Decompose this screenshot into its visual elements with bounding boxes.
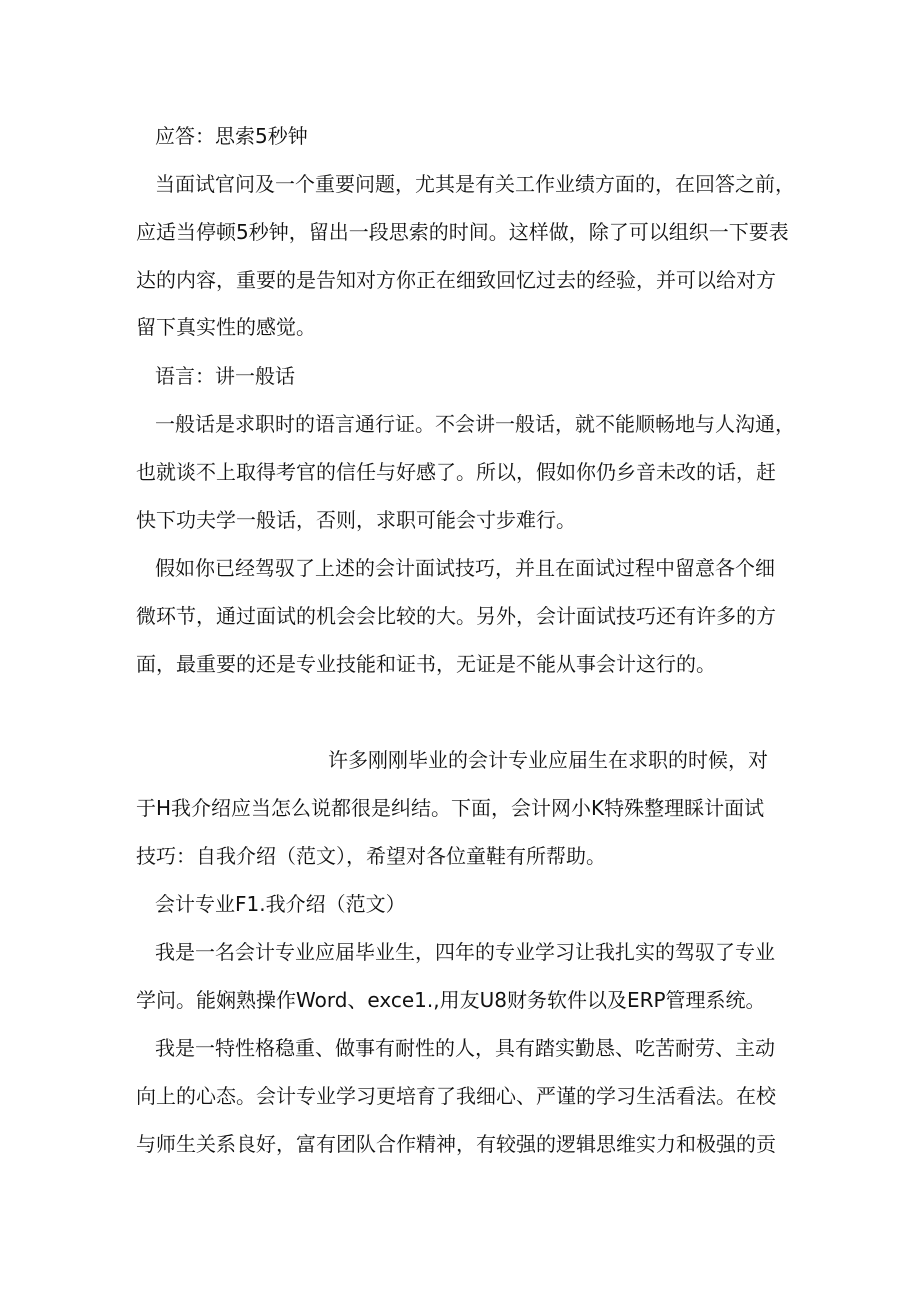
paragraph-line: 向上的心态。会计专业学习更培育了我细心、严谨的学习生活看法。在校 [136, 1084, 776, 1108]
paragraph-line: 于H我介绍应当怎么说都很是纠结。下面，会计网小K特殊整理睬计面试 [136, 796, 765, 820]
paragraph-line: 应适当停顿5秒钟，留出一段思索的时间。这样做，除了可以组织一下要表 [136, 220, 789, 244]
paragraph-line: 达的内容，重要的是告知对方你正在细致回忆过去的经验，并可以给对方 [136, 268, 776, 292]
paragraph-line: 与师生关系良好，富有团队合作精神，有较强的逻辑思维实力和极强的贡 [136, 1132, 776, 1156]
heading-answer: 应答：思索5秒钟 [155, 124, 308, 148]
heading-self-intro: 会计专业F1.我介绍（范文） [155, 892, 406, 916]
paragraph-line: 假如你已经驾驭了上述的会计面试技巧，并且在面试过程中留意各个细 [155, 556, 775, 580]
paragraph-line: 当面试官问及一个重要问题，尤其是有关工作业绩方面的，在回答之前， [155, 172, 795, 196]
heading-language: 语言：讲一般话 [155, 364, 295, 388]
paragraph-line: 学问。能娴熟操作Word、exce1.,用友U8财务软件以及ERP管理系统。 [136, 988, 766, 1012]
paragraph-line: 我是一特性格稳重、做事有耐性的人，具有踏实勤恳、吃苦耐劳、主动 [155, 1036, 775, 1060]
paragraph-line: 面，最重要的还是专业技能和证书，无证是不能从事会计这行的。 [136, 652, 716, 676]
paragraph-line: 快下功夫学一般话，否则，求职可能会寸步难行。 [136, 508, 576, 532]
paragraph-line: 也就谈不上取得考官的信任与好感了。所以，假如你仍乡音未改的话，赶 [136, 460, 776, 484]
paragraph-line: 技巧：自我介绍（范文），希望对各位童鞋有所帮助。 [136, 844, 606, 868]
paragraph-line: 我是一名会计专业应届毕业生，四年的专业学习让我扎实的驾驭了专业 [155, 940, 775, 964]
paragraph-line: 留下真实性的感觉。 [136, 315, 316, 339]
paragraph-line: 一般话是求职时的语言通行证。不会讲一般话，就不能顺畅地与人沟通， [155, 412, 795, 436]
paragraph-line: 微环节，通过面试的机会会比较的大。另外，会计面试技巧还有许多的方 [136, 604, 776, 628]
paragraph-line: 许多刚刚毕业的会计专业应届生在求职的时候，对 [328, 748, 768, 772]
